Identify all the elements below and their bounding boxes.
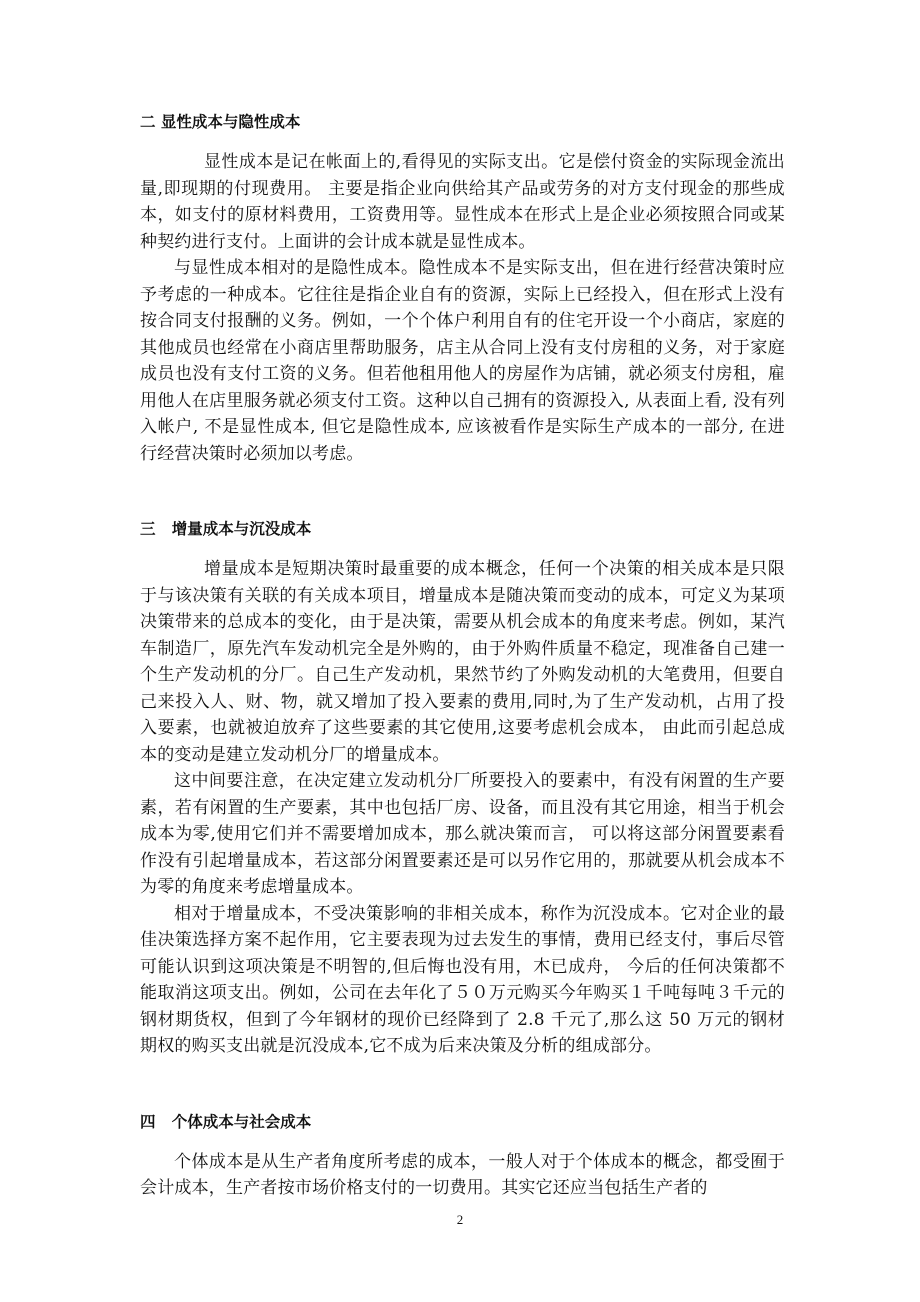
section-heading-individual-social-cost: 四 个体成本与社会成本: [140, 1112, 312, 1131]
paragraph: 个体成本是从生产者角度所考虑的成本，一般人对于个体成本的概念，都受囿于会计成本，生产者按市场价格支付的一切费用。其实它还应当包括生产者的: [140, 1151, 785, 1198]
paragraph: 显性成本是记在帐面上的,看得见的实际支出。它是偿付资金的实际现金流出量,即现期的付现费用。 主要是指企业向供给其产品或劳务的对方支付现金的那些成本，如支付的原材料费用，工资费用等。显性成本在形式上是企业必须按照合同或某种契约进行支付。上面讲的会计成本就是显性成本。: [140, 152, 785, 252]
document-body: [140, 108, 785, 1202]
section-heading-incremental-sunk-cost: 三 增量成本与沉没成本: [140, 520, 312, 538]
paragraph: 这中间要注意，在决定建立发动机分厂所要投入的要素中，有没有闲置的生产要素，若有闲置的生产要素，其中也包括厂房、设备，而且没有其它用途，相当于机会成本为零,使用它们并不需要增加成本，那么就决策而言， 可以将这部分闲置要素看作没有引起增量成本，若这部分闲置要素还是可以另作它用的，那就要从机会成本不为零的角度来考虑增量成本。: [140, 771, 785, 897]
paragraph: 相对于增量成本，不受决策影响的非相关成本，称作为沉没成本。它对企业的最佳决策选择方案不起作用，它主要表现为过去发生的事情，费用已经支付，事后尽管可能认识到这项决策是不明智的,但后悔也没有用，木已成舟， 今后的任何决策都不能取消这项支出。例如，公司在去年化了５０万元购买今年购买１千吨每吨３千元的钢材期货权，但到了今年钢材的现价已经降到了 2.8 千元了,那么这 50 万元的钢材期权的购买支出就是沉没成本,它不成为后来决策及分析的组成部分。: [140, 903, 785, 1056]
section-heading-explicit-implicit-cost: 二 显性成本与隐性成本: [140, 113, 301, 131]
paragraph: 增量成本是短期决策时最重要的成本概念，任何一个决策的相关成本是只限于与该决策有关联的有关成本项目，增量成本是随决策而变动的成本，可定义为某项决策带来的总成本的变化，由于是决策，需要从机会成本的角度来考虑。例如，某汽车制造厂，原先汽车发动机完全是外购的，由于外购件质量不稳定，现准备自己建一个生产发动机的分厂。自己生产发动机，果然节约了外购发动机的大笔费用，但要自己来投入人、财、物，就又增加了投入要素的费用,同时,为了生产发动机，占用了投入要素，也就被迫放弃了这些要素的其它使用,这要考虑机会成本， 由此而引起总成本的变动是建立发动机分厂的增量成本。: [140, 559, 785, 765]
paragraph: 与显性成本相对的是隐性成本。隐性成本不是实际支出，但在进行经营决策时应予考虑的一种成本。它往往是指企业自有的资源，实际上已经投入，但在形式上没有按合同支付报酬的义务。例如，一个个体户利用自有的住宅开设一个小商店，家庭的其他成员也经常在小商店里帮助服务，店主从合同上没有支付房租的义务，对于家庭成员也没有支付工资的义务。但若他租用他人的房屋作为店铺，就必须支付房租，雇用他人在店里服务就必须支付工资。这种以自己拥有的资源投入, 从表面上看, 没有列入帐户, 不是显性成本, 但它是隐性成本, 应该被看作是实际生产成本的一部分, 在进行经营决策时必须加以考虑。: [140, 258, 785, 464]
page-number: 2: [456, 1212, 464, 1227]
